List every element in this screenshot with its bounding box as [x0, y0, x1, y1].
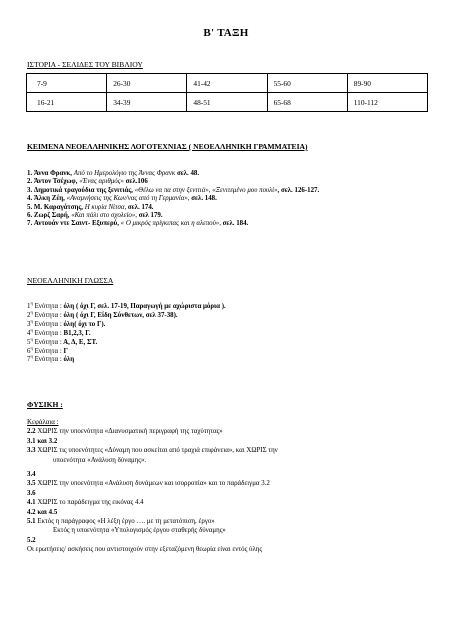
chapters-label: Κεφάλαια :: [27, 419, 59, 426]
list-item: $2^\eta$ Ενότητα : όλη ( όχι Γ, Είδη Σύνθετων, σελ 37-38).: [27, 309, 178, 319]
list-item-continuation: Εκτός η υποενότητα «Υπολογισμός έργου σταθερής δύναμης»: [53, 527, 226, 535]
table-cell: 7-9: [27, 74, 107, 93]
list-item: 4.1 ΧΩΡΙΣ το παράδειγμα της εικόνας 4.4: [27, 499, 144, 507]
table-row: [27, 93, 428, 112]
table-cell: 26-30: [107, 74, 187, 93]
list-item: 1. Άννα Φρανκ, Από το Ημερολόγιο της Άννας Φρανκ σελ. 48.: [27, 170, 200, 177]
list-item: $1^\eta$ Ενότητα : όλη ( όχι Γ, σελ. 17-19, Παραγωγή με αχώριστα μόρια ).: [27, 300, 226, 310]
list-item: $4^\eta$ Ενότητα : Β1,2,3, Γ.: [27, 327, 91, 337]
list-item: 7. Αντουάν ντε Σαιντ- Εξυπερύ, « Ο μικρός πρίγκιπας και η αλεπού», σελ. 184.: [27, 220, 249, 228]
list-item: $7^\eta$ Ενότητα : όλη: [27, 354, 75, 364]
list-item: 5.2: [27, 536, 36, 544]
table-cell: 41-42: [187, 74, 267, 93]
physics-list: [27, 418, 427, 555]
page-title: Β' ΤΑΞΗ: [203, 27, 249, 39]
list-item: 3. Δημοτικά τραγούδια της ξενιτιάς, «Θέλω να πα στην ξενιτιά», «Ξενιτεμένο μου πουλί», σελ. 126-127.: [27, 186, 320, 194]
list-item: 3.6: [27, 489, 36, 497]
table-cell: 89-90: [347, 74, 427, 93]
literature-list: [27, 170, 427, 229]
list-item: $3^\eta$ Ενότητα : όλη( όχι το Γ).: [27, 318, 106, 328]
list-item: 3.5 ΧΩΡΙΣ την υποενότητα «Ανάλυση δυνάμεων και ισορροπία» και το παράδειγμα 3.2: [27, 480, 270, 488]
table-row: [27, 74, 428, 93]
list-item: 5. Μ. Καραγάτσης, Η κυρία Νίτσα, σελ. 174.: [27, 203, 154, 211]
list-item: 2. Άντον Τσέχωφ, «Ένας αριθμός» σελ.106: [27, 178, 148, 186]
list-item: 3.1 και 3.2: [27, 437, 58, 445]
language-list: [27, 300, 427, 365]
history-heading: ΙΣΤΟΡΙΑ - ΣΕΛΙΔΕΣ ΤΟΥ ΒΙΒΛΙΟΥ: [27, 60, 143, 69]
physics-heading: ΦΥΣΙΚΗ :: [27, 400, 63, 409]
list-item: 3.3 ΧΩΡΙΣ τις υποενότητες «Δύναμη που ασκείται από τραχιά επιφάνεια», και ΧΩΡΙΣ την: [27, 447, 278, 455]
table-cell: 55-60: [267, 74, 347, 93]
physics-footer-note: Οι ερωτήσεις/ ασκήσεις που αντιστοιχούν στην εξεταζόμενη θεωρία είναι εντός ύλης: [27, 546, 263, 554]
list-item: 3.4: [27, 471, 36, 479]
table-cell: 48-51: [187, 93, 267, 112]
table-cell: 34-39: [107, 93, 187, 112]
list-item: 2.2 ΧΩΡΙΣ την υποενότητα «Διανυσματική περιγραφή της ταχύτητας»: [27, 428, 223, 436]
history-pages-table: [26, 73, 428, 112]
list-item: 5.1 Εκτός η παράγραφος «Η λέξη έργο …. με τη μετατόπιση, έργο»: [27, 518, 215, 526]
list-item: $6^\eta$ Ενότητα : Γ: [27, 345, 68, 355]
table-cell: 110-112: [347, 93, 427, 112]
list-item: 6. Ζωρζ Σαρή, «Και πάλι στο σχολείο», σελ 179.: [27, 212, 163, 220]
list-item: $5^\eta$ Ενότητα : Α, Δ, Ε, ΣΤ.: [27, 336, 98, 346]
table-cell: 16-21: [27, 93, 107, 112]
list-item: 4. Άλκη Ζέη, «Αναμνήσεις της Κων/νας από τη Γερμανία», σελ. 148.: [27, 195, 217, 203]
literature-heading: ΚΕΙΜΕΝΑ ΝΕΟΕΛΛΗΝΙΚΗΣ ΛΟΓΟΤΕΧΝΙΑΣ ( ΝΕΟΕΛΛΗΝΙΚΗ ΓΡΑΜΜΑΤΕΙΑ): [27, 142, 308, 151]
table-cell: 65-68: [267, 93, 347, 112]
list-item-continuation: υποενότητα «Ανάλυση δύναμης».: [53, 456, 147, 464]
list-item: 4.2 και 4.5: [27, 508, 58, 516]
language-heading: ΝΕΟΕΛΛΗΝΙΚΗ ΓΛΩΣΣΑ: [27, 276, 114, 285]
